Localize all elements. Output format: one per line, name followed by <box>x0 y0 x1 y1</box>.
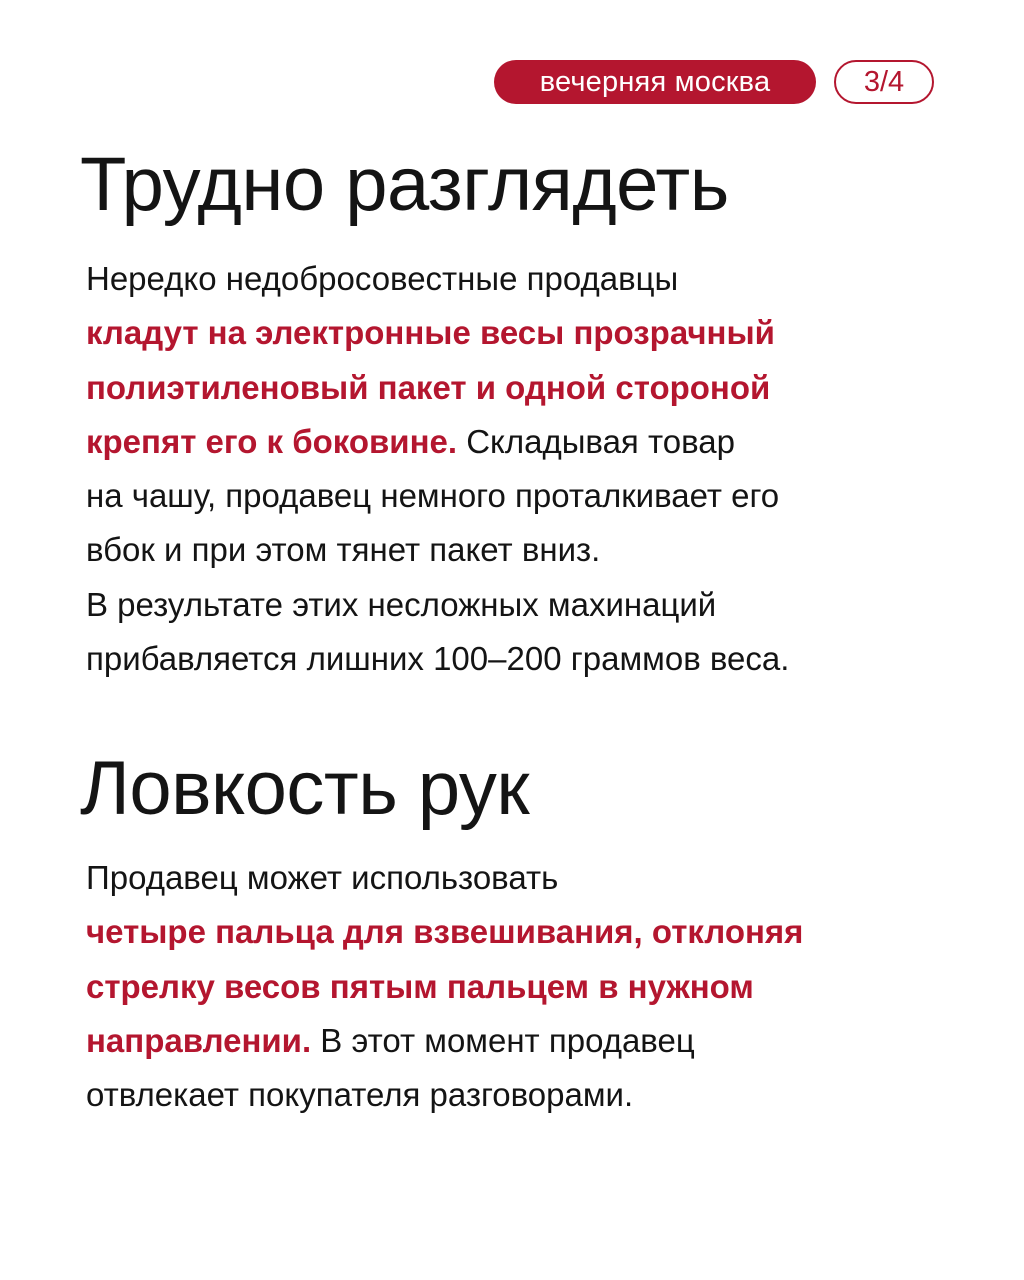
section-body-hard-to-see <box>86 252 789 686</box>
body-line <box>86 632 789 686</box>
body-line <box>86 361 789 415</box>
body-line <box>86 523 789 577</box>
body-line <box>86 960 803 1014</box>
body-line <box>86 1014 803 1068</box>
body-line <box>86 1068 803 1122</box>
body-text: Складывая товар <box>457 422 735 460</box>
section-body-sleight-of-hand <box>86 851 803 1122</box>
highlight-text: полиэтиленовый пакет и одной стороной <box>86 368 771 406</box>
brand-badge: вечерняя москва <box>494 60 816 104</box>
body-text: В результате этих несложных махинаций <box>86 585 717 623</box>
highlight-text: крепят его к боковине. <box>86 422 458 460</box>
body-line <box>86 578 789 632</box>
body-line <box>86 252 789 306</box>
body-text: Нередко недобросовестные продавцы <box>86 260 679 297</box>
body-text: Продавец может использовать <box>86 859 559 896</box>
highlight-text: стрелку весов пятым пальцем в нужном <box>86 967 754 1005</box>
section-title-sleight-of-hand: Ловкость рук <box>80 746 530 831</box>
body-text: отвлекает покупателя разговорами. <box>86 1076 634 1114</box>
section-title-hard-to-see: Трудно разглядеть <box>80 142 729 227</box>
body-line <box>86 469 789 523</box>
highlight-text: четыре пальца для взвешивания, отклоняя <box>86 913 804 951</box>
body-line <box>86 306 789 360</box>
highlight-text: кладут на электронные весы прозрачный <box>86 314 775 352</box>
body-line <box>86 851 803 905</box>
body-text: на чашу, продавец немного проталкивает его <box>86 477 780 515</box>
body-text: вбок и при этом тянет пакет вниз. <box>86 531 601 569</box>
highlight-text: направлении. <box>86 1021 312 1059</box>
body-text: прибавляется лишних 100–200 граммов веса. <box>86 640 790 678</box>
body-text: В этот момент продавец <box>311 1021 695 1059</box>
page-counter: 3/4 <box>834 60 934 104</box>
body-line <box>86 415 789 469</box>
body-line <box>86 905 803 959</box>
